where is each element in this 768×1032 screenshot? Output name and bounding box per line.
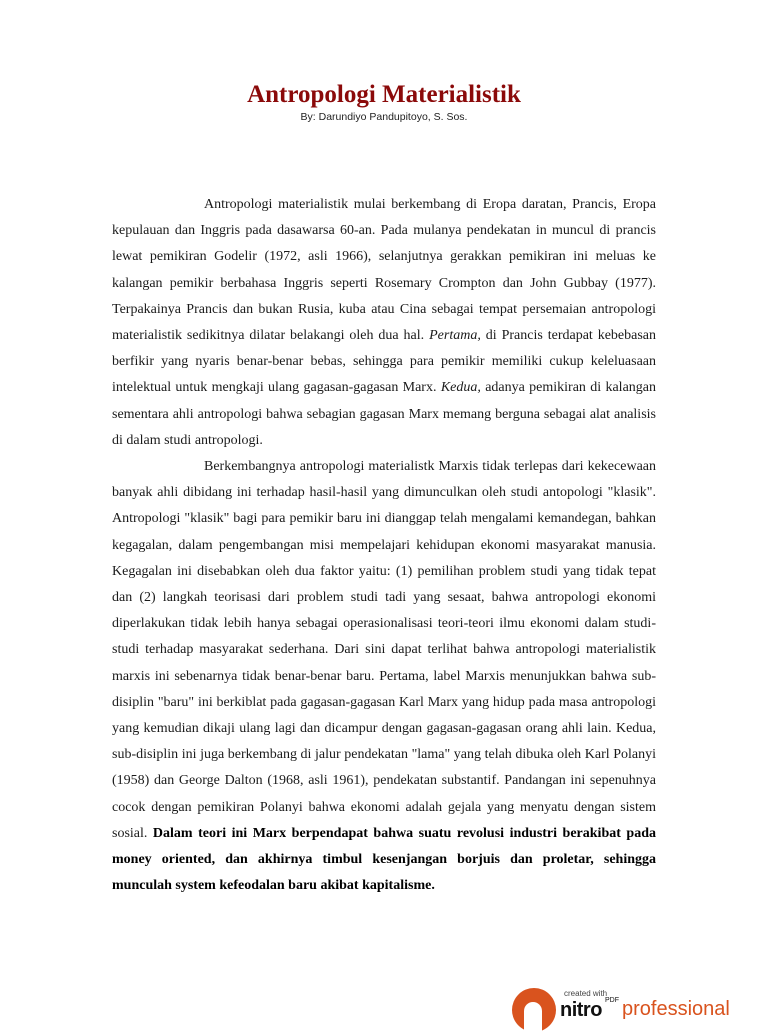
watermark-created-with: created with — [564, 989, 608, 998]
document-title: Antropologi Materialistik — [247, 81, 521, 108]
paragraph-1 — [112, 192, 656, 454]
paragraph-1-text-b: di Prancis terdapat kebebasan berfikir yang nyaris benar-benar bebas, sehingga para pemikir memiliki cukup keleluasaan intelektual untuk mengkaji ulang gagasan-gagasan Marx. — [112, 328, 657, 396]
watermark-brand: nitro — [560, 999, 602, 1021]
author-byline: By: Darundiyo Pandupitoyo, S. Sos. — [300, 111, 468, 123]
watermark-pdf: PDF — [605, 997, 619, 1004]
paragraph-1-text-a: Antropologi materialistik mulai berkembang di Eropa daratan, Prancis, Eropa kepulauan dan Inggris pada dasawarsa 60-an. Pada mulanya pendekatan in muncul di prancis lewat pemikiran Godelir (1972, asli 1966), selanjutnya gerakkan pemikiran ini meluas ke kalangan pemikir berbahasa Inggris seperti Rosemary Crompton dan John Gubbay (1977). Terpakainya Prancis dan bukan Rusia, kuba atau Cina sebagai tempat persemaian antropologi materialistik sedikitnya dilatar belakangi oleh dua hal. — [112, 197, 656, 344]
watermark-edition: professional — [622, 998, 730, 1020]
paragraph-1-italic-kedua: Kedua, — [440, 380, 481, 396]
paragraph-1-text-c: adanya pemikiran di kalangan sementara ahli antropologi bahwa sebagian gagasan Marx memang berguna sebagai alat analisis di dalam studi antropologi. — [112, 380, 656, 448]
paragraph-2-text: Berkembangnya antropologi materialistk Marxis tidak terlepas dari kekecewaan banyak ahli dibidang ini terhadap hasil-hasil yang dimunculkan oleh studi antopologi "klasik". Antropologi "klasik" bagi para pemikir baru ini dianggap telah mengalami kemandegan, bahkan kegagalan, dalam pengembangan misi mempelajari kehidupan ekonomi masyarakat manusia. Kegagalan ini disebabkan oleh dua faktor yaitu: (1) pemilihan problem studi yang tidak tepat dan (2) langkah teorisasi dari problem studi tadi yang sesaat, bahwa antropologi ekonomi diperlakukan tidak lebih hanya sebagai operasionalisasi teori-teori ilmu ekonomi dalam studi-studi terhadap masyarakat sederhana. Dari sini dapat terlihat bahwa antropologi materialistik marxis ini sebenarnya tidak benar-benar baru. Pertama, label Marxis menunjukkan bahwa sub-disiplin "baru" ini berkiblat pada gagasan-gagasan Karl Marx yang hidup pada masa antropologi yang kemudian dikaji ulang lagi dan dicampur dengan gagasan-gagasan orang ahli lain. Kedua, sub-disiplin ini juga berkembang di jalur pendekatan "lama" yang telah dibuka oleh Karl Polanyi (1958) dan George Dalton (1968, asli 1961), pendekatan substantif. Pandangan ini sepenuhnya cocok dengan pemikiran Polanyi bahwa ekonomi adalah gejala yang menyatu dengan sistem sosial. — [112, 459, 656, 841]
nitro-pdf-watermark — [512, 986, 730, 1024]
paragraph-2-bold-conclusion: Dalam teori ini Marx berpendapat bahwa suatu revolusi industri berakibat pada money oriented, dan akhirnya timbul kesenjangan borjuis dan proletar, sehingga munculah system kefeodalan baru akibat kapitalisme. — [112, 825, 657, 894]
nitro-logo-icon — [512, 988, 556, 1032]
document-body — [112, 192, 656, 899]
paragraph-1-italic-pertama: Pertama, — [429, 328, 481, 344]
paragraph-2 — [112, 454, 656, 899]
